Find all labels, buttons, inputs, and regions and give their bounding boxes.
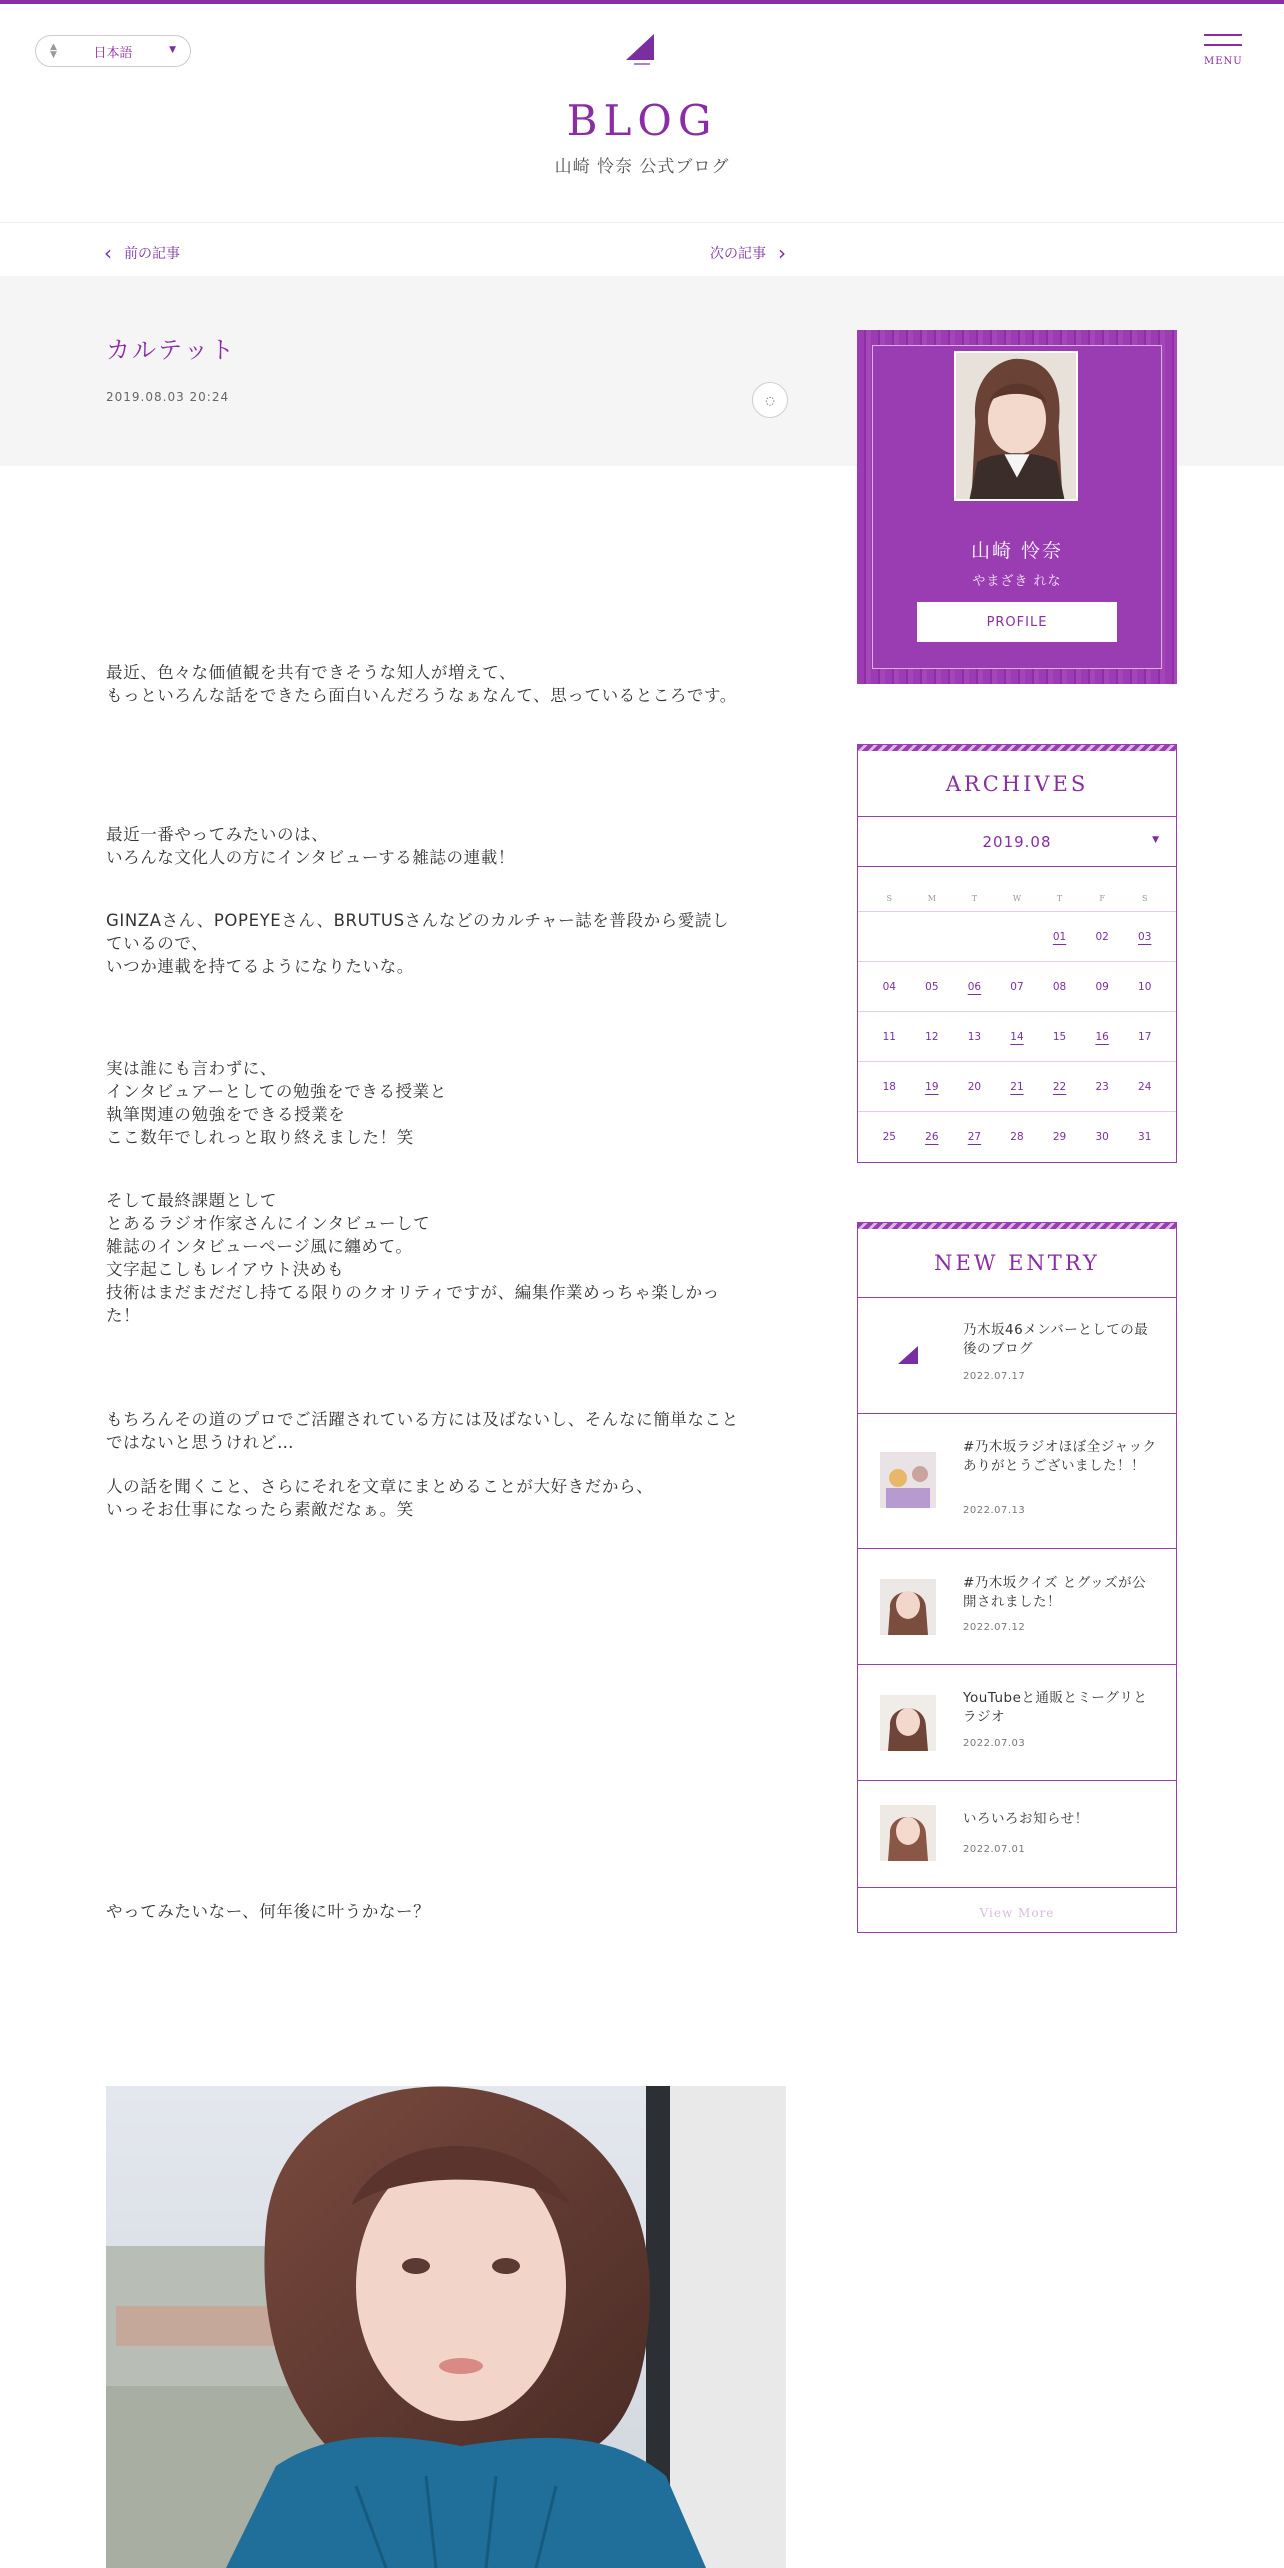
calendar-day: 09 [1095,980,1109,993]
calendar-day: 29 [1052,1130,1067,1143]
calendar-day: 13 [967,1030,982,1043]
calendar-day: 10 [1138,980,1152,993]
logo-icon[interactable] [620,30,664,72]
prev-article-label: 前の記事 [124,246,180,262]
article-paragraph: 最近、色々な価値観を共有できそうな知人が増えて、 もっといろんな話をできたら面白いんだろうなぁなんて、思っているところです。 [106,663,737,705]
weekday-label: S [1141,894,1148,903]
calendar-day: 17 [1138,1030,1152,1043]
calendar-day: 12 [925,1030,939,1043]
calendar-day[interactable]: 16 [1095,1030,1109,1043]
entry-title: いろいろお知らせ！ [963,1811,1089,1827]
menu-button[interactable] [1204,34,1242,70]
calendar-day[interactable]: 22 [1052,1080,1067,1093]
calendar-day: 08 [1052,980,1067,993]
calendar-day: 18 [882,1080,896,1093]
entry-title: #乃木坂クイズ とグッズが公開されました！ [963,1575,1147,1610]
calendar-day: 04 [882,980,896,993]
calendar-day[interactable]: 19 [925,1080,939,1093]
share-button[interactable] [752,382,788,418]
entry-item[interactable] [858,1664,1176,1780]
weekday-label: F [1099,894,1105,903]
sort-arrows-icon: ▲ ▼ [50,42,57,60]
weekday-label: S [886,894,893,903]
calendar-week-row [858,1011,1176,1061]
calendar-day: 30 [1095,1130,1109,1143]
language-select[interactable] [35,35,191,67]
next-article-label: 次の記事 [710,246,766,262]
share-icon: ◌ [765,393,775,407]
calendar-day[interactable]: 03 [1138,930,1152,943]
article-photo [106,2086,786,2568]
profile-kana: やまざき れな [972,574,1062,589]
selected-month: 2019.08 [982,832,1052,851]
entry-item[interactable] [858,1297,1176,1413]
article-paragraph: GINZAさん、POPEYEさん、BRUTUSさんなどのカルチャー誌を普段から愛読し ているので、 いつか連載を持てるようになりたいな。 [106,911,730,976]
calendar-day[interactable]: 06 [967,980,982,993]
article-date: 2019.08.03 20:24 [106,390,230,404]
chevron-right-icon: › [778,241,786,265]
entry-thumbnail [880,1579,936,1635]
article-paragraph: そして最終課題として とあるラジオ作家さんにインタビューして 雑誌のインタビューページ風に纏めて。 文字起こしもレイアウト決めも 技術はまだまだだし持てる限りのクオリティですが、編集作業めっちゃ楽しかっ た！ [106,1191,720,1325]
article-title: カルテット [106,336,236,364]
menu-bar [1204,34,1242,36]
prev-article-link[interactable] [104,243,180,263]
calendar-day[interactable]: 27 [967,1130,982,1143]
calendar-day: 20 [967,1080,982,1093]
article-paragraph: 人の話を聞くこと、さらにそれを文章にまとめることが大好きだから、 いっそお仕事になったら素敵だなぁ。笑 [106,1477,654,1519]
article-paragraph: 実は誰にも言わずに、 インタビュアーとしての勉強をできる授業と 執筆関連の勉強をできる授業を ここ数年でしれっと取り終えました！笑 [106,1059,447,1147]
new-entry-heading: NEW ENTRY [934,1251,1100,1275]
entry-item[interactable] [858,1780,1176,1887]
article-paragraph: やってみたいなー、何年後に叶うかなー？ [106,1902,431,1921]
weekday-label: W [1012,894,1022,903]
weekday-label: T [1056,894,1063,903]
menu-label: MENU [1204,56,1243,67]
calendar-day[interactable]: 21 [1010,1080,1024,1093]
calendar-day: 31 [1138,1130,1152,1143]
calendar-weekdays [858,867,1176,911]
calendar-day: 15 [1052,1030,1067,1043]
calendar-day: 23 [1095,1080,1109,1093]
entry-date: 2022.07.17 [963,1371,1026,1382]
weekday-label: M [927,894,936,903]
calendar-day: 25 [882,1130,896,1143]
entry-thumbnail [880,1805,936,1861]
language-label: 日本語 [93,45,133,61]
entry-thumbnail [880,1452,936,1508]
chevron-left-icon: ‹ [104,241,112,265]
chevron-down-icon: ▼ [1152,835,1160,845]
calendar-day[interactable]: 26 [925,1130,939,1143]
calendar-day: 24 [1138,1080,1152,1093]
page-subtitle: 山崎 怜奈 公式ブログ [554,157,730,177]
calendar-day: 11 [882,1030,896,1043]
calendar-day[interactable]: 14 [1010,1030,1024,1043]
menu-bar [1204,44,1242,46]
entry-title: YouTubeと通販とミーグリとラジオ [963,1690,1148,1725]
entry-item[interactable] [858,1548,1176,1664]
archives-box [857,744,1177,1163]
entry-item[interactable] [858,1413,1176,1548]
entry-date: 2022.07.12 [963,1622,1026,1633]
calendar-week-row [858,1111,1176,1161]
article-paragraph: もちろんその道のプロでご活躍されている方には及ばないし、そんなに簡単なこと ではないと思うけれど… [106,1410,739,1452]
calendar-day[interactable]: 01 [1052,930,1067,943]
profile-button[interactable]: PROFILE [917,602,1117,642]
calendar-week-row [858,1061,1176,1111]
profile-name: 山崎 怜奈 [970,540,1064,562]
profile-card [857,330,1177,684]
article-pager [0,222,1284,276]
top-accent-line [0,0,1284,4]
calendar-week-row [858,911,1176,961]
next-article-link[interactable] [710,243,786,263]
calendar-week-row [858,961,1176,1011]
entry-title: #乃木坂ラジオほぼ全ジャック ありがとうございました！！ [963,1439,1157,1474]
calendar-grid [858,911,1176,1161]
entry-date: 2022.07.13 [963,1505,1026,1516]
entry-thumbnail [880,1695,936,1751]
month-select[interactable] [858,817,1176,867]
article-paragraph: 最近一番やってみたいのは、 いろんな文化人の方にインタビューする雑誌の連載！ [106,825,515,867]
logo-icon [880,1328,936,1384]
new-entry-box [857,1222,1177,1933]
calendar-day: 07 [1010,980,1024,993]
entry-date: 2022.07.03 [963,1738,1026,1749]
avatar [954,351,1078,501]
archives-heading: ARCHIVES [858,751,1176,817]
view-more-link[interactable]: View More [858,1887,1176,1937]
entry-title: 乃木坂46メンバーとしての最後のブログ [963,1322,1149,1357]
weekday-label: T [971,894,978,903]
calendar-day: 05 [925,980,939,993]
entry-date: 2022.07.01 [963,1844,1026,1855]
calendar-day: 02 [1095,930,1109,943]
calendar-day: 28 [1010,1130,1024,1143]
chevron-down-icon: ▼ [169,45,176,55]
page-title: BLOG [566,96,718,145]
